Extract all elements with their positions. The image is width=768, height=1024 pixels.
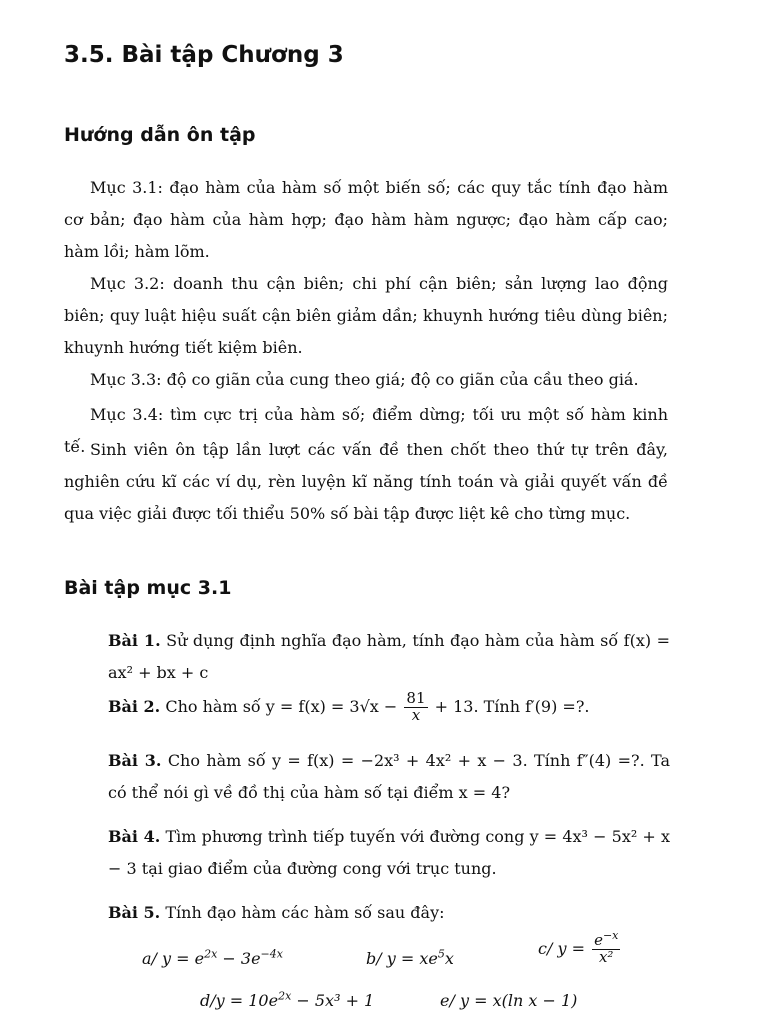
exercise-2-label: Bài 2. bbox=[108, 697, 161, 716]
exercise-5-item-b: b/ $y = xe^5x$ bbox=[366, 947, 454, 968]
exercise-1-label: Bài 1. bbox=[108, 631, 161, 650]
review-paragraph-3-4: Mục 3.4: tìm cực trị của hàm số; điểm dừng; tối ưu một số hàm kinh tế. bbox=[64, 405, 668, 456]
exercise-1-text: Sử dụng định nghĩa đạo hàm, tính đạo hàm của hàm số f(x) = ax² + bx + c bbox=[108, 631, 670, 682]
exercise-5-item-e: e/ y = x(ln x − 1) bbox=[440, 991, 578, 1010]
exercise-3-text: Cho hàm số y = f(x) = −2x³ + 4x² + x − 3. Tính f″(4) =?. Ta có thể nói gì về đồ thị của hàm số tại điểm x = 4? bbox=[108, 751, 670, 802]
fraction-numerator: 81 bbox=[406, 689, 426, 708]
exercise-2 bbox=[108, 691, 670, 724]
exercise-4-text: Tìm phương trình tiếp tuyến với đường cong y = 4x³ − 5x² + x − 3 tại giao điểm của đường cong với trục tung. bbox=[108, 827, 671, 878]
exercise-3 bbox=[108, 745, 670, 809]
review-paragraph-3-3: Mục 3.3: độ co giãn của cung theo giá; độ co giãn của cầu theo giá. bbox=[90, 370, 639, 389]
exercise-5 bbox=[108, 897, 670, 929]
item-c-prefix: c/ y = bbox=[538, 939, 585, 958]
item-c-numerator: $e^{-x}$ bbox=[594, 929, 619, 950]
review-heading: Hướng dẫn ôn tập bbox=[64, 124, 256, 146]
exercise-heading: Bài tập mục 3.1 bbox=[64, 577, 232, 599]
exercise-5-item-c bbox=[538, 929, 622, 966]
exercise-5-label: Bài 5. bbox=[108, 903, 161, 922]
exercise-2-text-before: Cho hàm số y = f(x) = 3√x − bbox=[165, 697, 398, 716]
exercise-2-fraction bbox=[404, 691, 427, 724]
item-c-fraction bbox=[592, 929, 620, 966]
fraction-denominator: x bbox=[411, 706, 421, 724]
item-c-denominator: x² bbox=[598, 948, 614, 966]
review-paragraph-study-advice: Sinh viên ôn tập lần lượt các vấn đề then chốt theo thứ tự trên đây, nghiên cứu kĩ các ví dụ, rèn luyện kĩ năng tính toán và giải quyết vấn đề qua việc giải được tối thiểu 50% số bài tập được liệt kê cho từng mục. bbox=[64, 440, 668, 523]
exercise-3-label: Bài 3. bbox=[108, 751, 162, 770]
review-paragraph-3-2: Mục 3.2: doanh thu cận biên; chi phí cận biên; sản lượng lao động biên; quy luật hiệu suất cận biên giảm dần; khuynh hướng tiêu dùng biên; khuynh hướng tiết kiệm biên. bbox=[64, 274, 668, 357]
exercise-5-item-d: $d/y = 10e^{2x} - 5x^3 + 1$ bbox=[200, 989, 375, 1010]
exercise-4 bbox=[108, 821, 670, 885]
section-title: 3.5. Bài tập Chương 3 bbox=[64, 42, 344, 68]
exercise-1 bbox=[108, 625, 670, 689]
exercise-2-text-after: + 13. Tính f′(9) =?. bbox=[434, 697, 590, 716]
review-paragraph-3-1: Mục 3.1: đạo hàm của hàm số một biến số; các quy tắc tính đạo hàm cơ bản; đạo hàm của hàm hợp; đạo hàm hàm ngược; đạo hàm cấp cao; hàm lồi; hàm lõm. bbox=[64, 178, 668, 261]
exercise-5-text: Tính đạo hàm các hàm số sau đây: bbox=[165, 903, 445, 922]
exercise-5-item-a: a/ $y = e^{2x} - 3e^{-4x}$ bbox=[142, 947, 283, 968]
exercise-4-label: Bài 4. bbox=[108, 827, 161, 846]
